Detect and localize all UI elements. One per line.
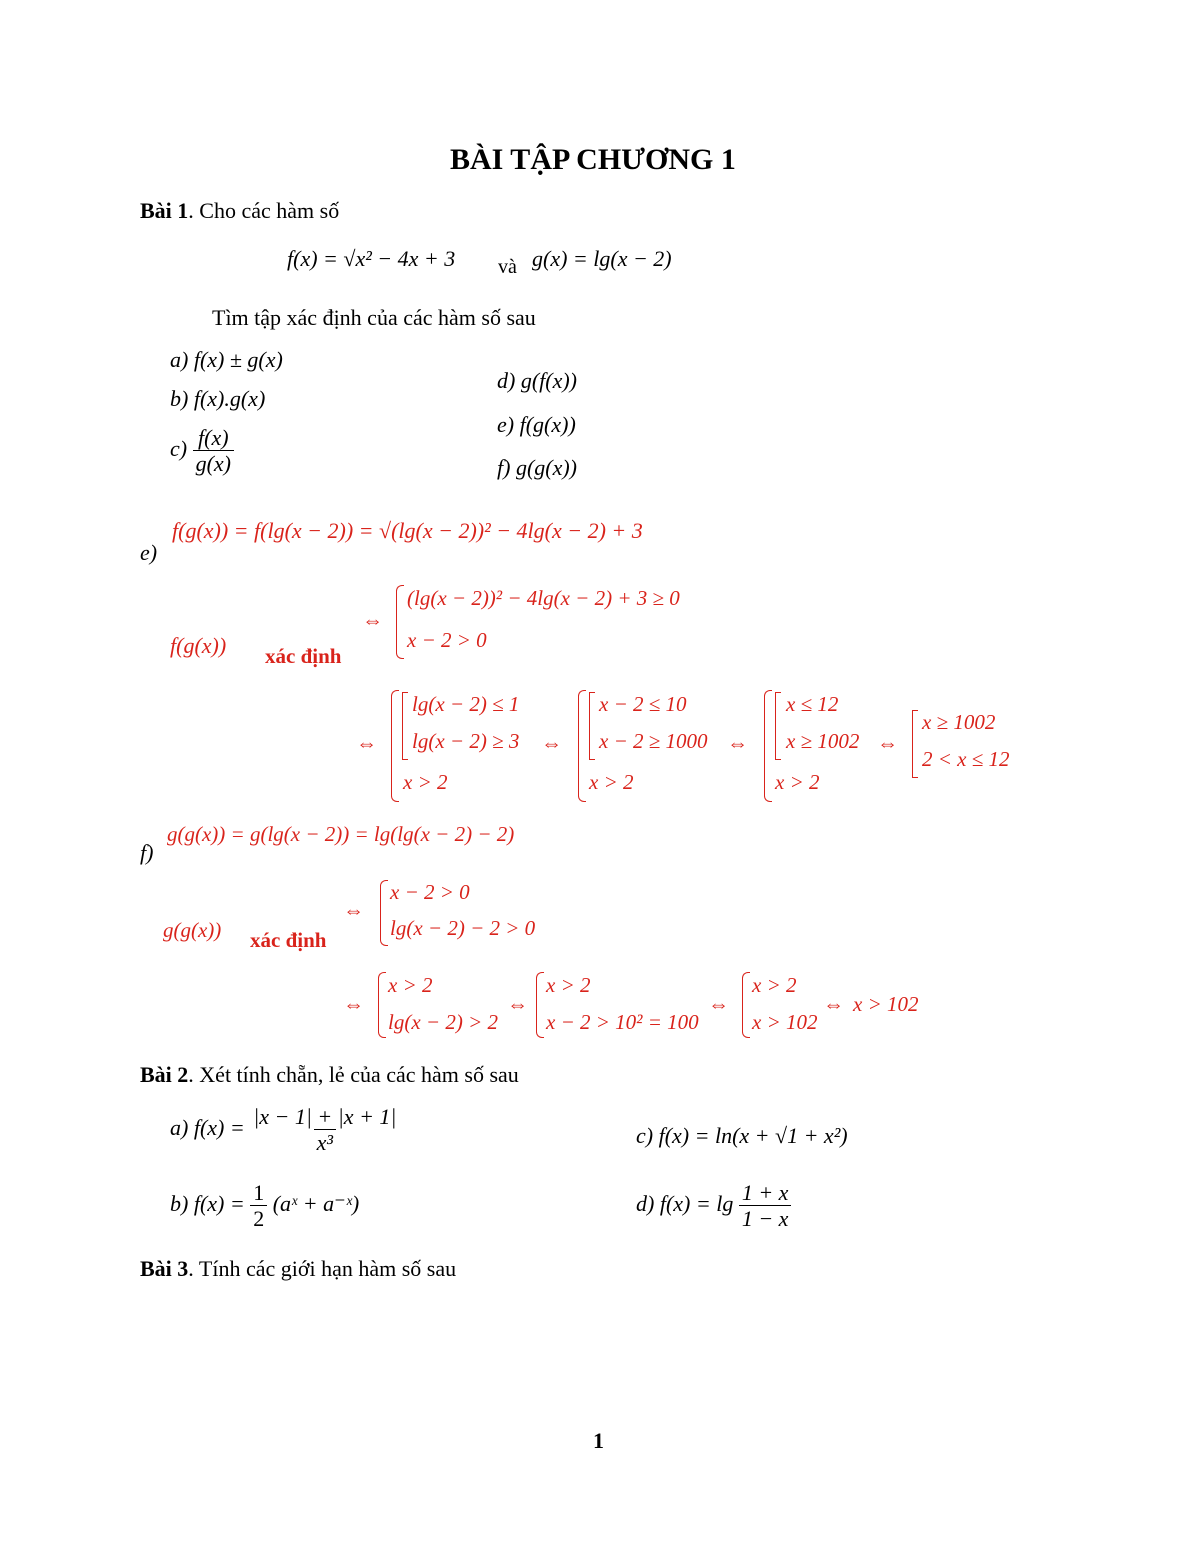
solution-f-step4-line2: x > 102 [752,1010,818,1034]
exercise-2-item-a-prefix: a) f(x) = [170,1114,245,1140]
system-brace [578,690,586,802]
system-brace [764,690,772,802]
exercise-2-item-d-numerator: 1 + x [741,1180,789,1205]
iff-symbol: ⇔ [541,731,562,755]
union-bracket [912,710,918,778]
item-a: a) f(x) ± g(x) [170,347,283,372]
solution-f-step3-line1: x > 2 [546,973,591,997]
page-number: 1 [593,1428,604,1453]
iff-symbol: ⇔ [343,992,364,1016]
solution-e-sys1-line2: x − 2 > 0 [407,628,487,652]
system-brace [396,585,404,659]
solution-e-sys1-line1: (lg(x − 2))² − 4lg(x − 2) + 3 ≥ 0 [407,586,680,610]
solution-f-step2-line1: x > 2 [388,973,433,997]
system-brace [536,972,544,1038]
union-bracket [402,692,408,760]
system-brace [391,690,399,802]
exercise-2-item-b [170,1180,359,1232]
solution-e-label: e) [140,540,158,565]
system-brace [742,972,750,1038]
iff-symbol: ⇔ [507,992,528,1016]
exercise-3-heading [140,1256,456,1282]
solution-e-step4-line1: x ≤ 12 [786,692,839,716]
function-g-definition: g(x) = lg(x − 2) [532,246,672,271]
iff-symbol: ⇔ [708,992,729,1016]
exercise-3-label: Bài 3 [140,1256,189,1281]
solution-f-step3-line2: x − 2 > 10² = 100 [546,1010,699,1034]
exercise-2-item-a [170,1104,399,1156]
solution-e-step3-line2: x − 2 ≥ 1000 [599,729,708,753]
solution-e-result-line1: x ≥ 1002 [922,710,996,734]
solution-e-step3-line1: x − 2 ≤ 10 [599,692,687,716]
solution-e-step4-line2: x ≥ 1002 [786,729,860,753]
solution-f-result: x > 102 [853,992,919,1016]
solution-f-xac-dinh: xác định [250,928,327,952]
exercise-2-item-b-denominator: 2 [250,1205,267,1231]
iff-symbol: ⇔ [343,898,364,922]
conjunction-va: và [498,256,517,278]
system-brace [380,880,388,946]
solution-e-step2-line2: lg(x − 2) ≥ 3 [412,729,520,753]
solution-f-expression: g(g(x)) = g(lg(x − 2)) = lg(lg(x − 2) − 2) [167,822,515,846]
iff-symbol: ⇔ [823,992,844,1016]
item-c-denominator: g(x) [193,450,234,476]
solution-f-step4-line1: x > 2 [752,973,797,997]
solution-e-expression: f(g(x)) = f(lg(x − 2)) = √(lg(x − 2))² − 4lg(x − 2) + 3 [172,518,643,543]
iff-symbol: ⇔ [356,731,377,755]
function-f-definition: f(x) = √x² − 4x + 3 [287,246,456,271]
solution-e-condition: f(g(x)) [170,633,227,658]
exercise-2-heading [140,1062,519,1088]
exercise-2-item-d-denominator: 1 − x [739,1205,792,1231]
exercise-1-heading [140,198,339,224]
item-c [170,425,234,477]
iff-symbol: ⇔ [877,731,898,755]
solution-f-sys1-line1: x − 2 > 0 [390,880,470,904]
solution-f-label: f) [140,840,154,865]
solution-e-result-line2: 2 < x ≤ 12 [922,747,1010,771]
union-bracket [589,692,595,760]
exercise-2-item-a-numerator: |x − 1| + |x + 1| [253,1104,397,1129]
exercise-2-item-d-prefix: d) f(x) = lg [636,1190,734,1216]
exercise-2-item-b-prefix: b) f(x) = [170,1190,245,1216]
exercise-3-text: . Tính các giới hạn hàm số sau [188,1256,457,1281]
exercise-2-item-b-rest: (aˣ + a⁻ˣ) [272,1190,360,1216]
item-d: d) g(f(x)) [497,368,578,393]
item-e: e) f(g(x)) [497,412,576,437]
solution-e-step2-line1: lg(x − 2) ≤ 1 [412,692,520,716]
solution-f-step2-line2: lg(x − 2) > 2 [388,1010,498,1034]
exercise-1-text: . Cho các hàm số [188,198,340,223]
page-title: BÀI TẬP CHƯƠNG 1 [450,143,736,176]
exercise-2-item-b-numerator: 1 [253,1180,265,1205]
item-f: f) g(g(x)) [497,455,578,480]
solution-e-step2-line3: x > 2 [403,770,448,794]
solution-e-step3-line3: x > 2 [589,770,634,794]
iff-symbol: ⇔ [727,731,748,755]
exercise-1-instruction: Tìm tập xác định của các hàm số sau [212,305,536,330]
iff-symbol: ⇔ [362,608,383,632]
solution-f-sys1-line2: lg(x − 2) − 2 > 0 [390,916,536,940]
item-c-prefix: c) [170,435,188,461]
item-c-numerator: f(x) [198,425,229,450]
exercise-2-item-c: c) f(x) = ln(x + √1 + x²) [636,1123,848,1148]
solution-f-condition: g(g(x)) [163,918,222,942]
exercise-2-text: . Xét tính chẵn, lẻ của các hàm số sau [188,1062,519,1087]
exercise-2-label: Bài 2 [140,1062,189,1087]
item-b: b) f(x).g(x) [170,386,266,411]
exercise-2-item-a-denominator: x³ [314,1129,336,1155]
solution-e-xac-dinh: xác định [265,644,342,668]
union-bracket [775,692,781,760]
solution-e-step4-line3: x > 2 [775,770,820,794]
exercise-2-item-d [636,1180,791,1232]
system-brace [378,972,386,1038]
exercise-1-label: Bài 1 [140,198,189,223]
